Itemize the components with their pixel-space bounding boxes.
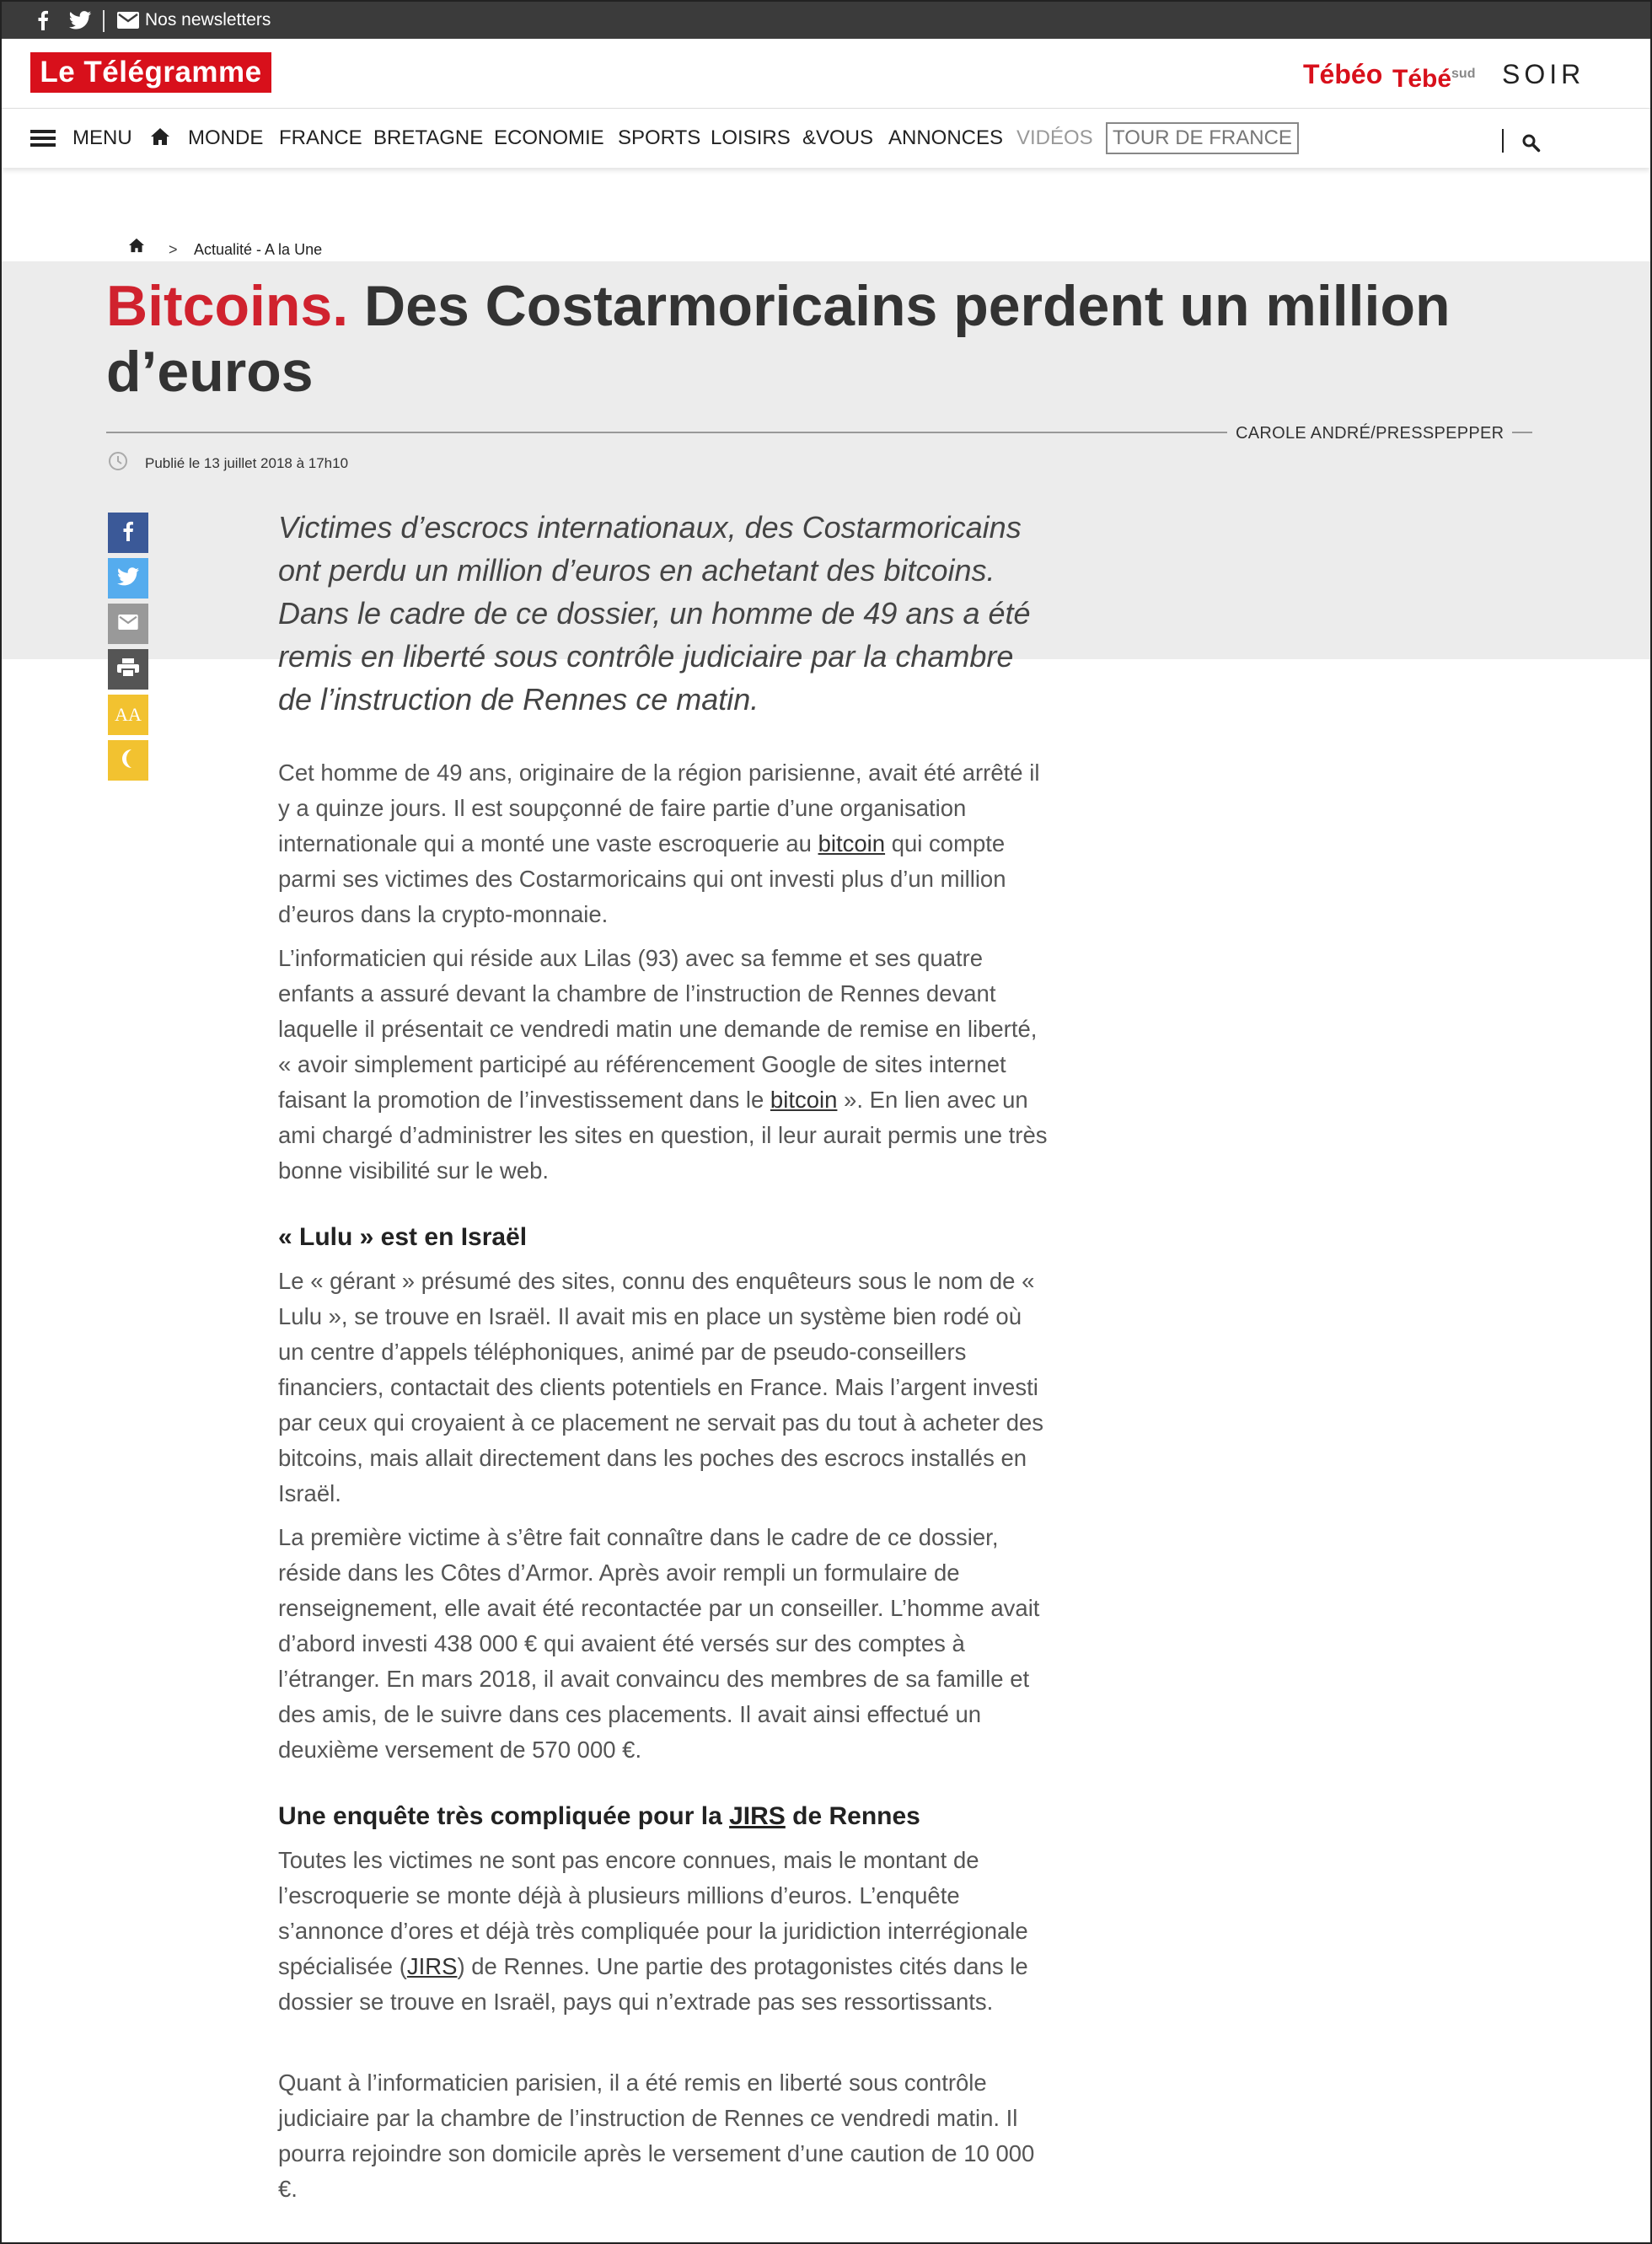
nav-item-economie[interactable]: ECONOMIE bbox=[494, 126, 604, 149]
bitcoin-link[interactable]: bitcoin bbox=[818, 830, 886, 856]
mail-icon[interactable] bbox=[116, 8, 140, 32]
share-facebook-button[interactable] bbox=[108, 513, 148, 553]
clock-icon bbox=[108, 451, 128, 475]
nav-item-loisirs[interactable]: LOISIRS bbox=[711, 126, 791, 149]
facebook-icon bbox=[122, 520, 134, 546]
nav-item-annonces[interactable]: ANNONCES bbox=[888, 126, 1004, 149]
breadcrumb-separator: > bbox=[169, 241, 178, 258]
night-mode-button[interactable] bbox=[108, 740, 148, 781]
jirs-link[interactable]: JIRS bbox=[729, 1802, 786, 1830]
topbar-divider bbox=[103, 10, 105, 32]
print-icon bbox=[117, 658, 139, 681]
article-title-text: Des Costarmoricains perdent un million d’euros bbox=[106, 274, 1451, 404]
site-header bbox=[2, 39, 1650, 109]
print-button[interactable] bbox=[108, 649, 148, 690]
tebeo-logo[interactable]: Tébéo bbox=[1303, 59, 1383, 89]
credit-rule bbox=[106, 432, 1227, 433]
twitter-icon bbox=[117, 567, 139, 590]
article-paragraph-2 bbox=[278, 941, 1054, 1189]
publish-date: Publié le 13 juillet 2018 à 17h10 bbox=[145, 455, 349, 471]
p5-text-b: ) de Rennes. Une partie des protagonistes cités dans le dossier se trouve en Israël, pays qui n’extrade pas ses ressortissants. bbox=[278, 1953, 1028, 2015]
twitter-icon[interactable] bbox=[67, 8, 93, 32]
search-icon[interactable] bbox=[1522, 134, 1541, 159]
soir-logo[interactable]: SOIR bbox=[1502, 59, 1585, 89]
nav-item-monde[interactable]: MONDE bbox=[188, 126, 264, 149]
article-paragraph-1 bbox=[278, 755, 1054, 932]
h2-text-a: Une enquête très compliquée pour la bbox=[278, 1802, 730, 1830]
moon-icon bbox=[118, 748, 138, 774]
tebesud-logo[interactable] bbox=[1392, 57, 1475, 96]
article-paragraph-3: Le « gérant » présumé des sites, connu des enquêteurs sous le nom de « Lulu », se trouve en Israël. Il avait mis en place un système bien rodé où un centre d’appels téléphoniques, animé par de pseudo-conseillers financiers, contactait des clients potentiels en France. Mais l’argent investi par ceux qui croyaient à ce placement ne servait pas du tout à acheter des bitcoins, mais allait directement dans les poches des escrocs installés en Israël. bbox=[278, 1268, 1044, 1506]
nav-menu[interactable]: MENU bbox=[72, 126, 132, 149]
nav-item-videos[interactable]: VIDÉOS bbox=[1016, 126, 1093, 149]
nav-item-sports[interactable]: SPORTS bbox=[618, 126, 701, 149]
p2-text-b: ». En lien avec un ami chargé d’administrer les sites en question, il leur aurait permis une très bonne visibilité sur le web. bbox=[278, 1087, 1048, 1184]
credit-rule-end bbox=[1512, 432, 1532, 433]
article-lead: Victimes d’escrocs internationaux, des Costarmoricains ont perdu un million d’euros en achetant des bitcoins. Dans le cadre de ce dossier, un homme de 49 ans a été remis en liberté sous contrôle judiciaire par la chambre de l’instruction de Rennes ce matin. bbox=[278, 510, 1031, 717]
p2-text-a: L’informaticien qui réside aux Lilas (93) avec sa femme et ses quatre enfants a assuré devant la chambre de l’instruction de Rennes devant laquelle il présentait ce vendredi matin une demande de remise en liberté, « avoir simplement participé au référencement Google de sites internet faisant la promotion de l’investissement dans le bbox=[278, 945, 1038, 1113]
jirs-link[interactable]: JIRS bbox=[406, 1953, 458, 1979]
article-kicker: Bitcoins. bbox=[106, 274, 349, 338]
share-twitter-button[interactable] bbox=[108, 558, 148, 599]
nav-item-vous[interactable]: &VOUS bbox=[802, 126, 874, 149]
top-bar bbox=[2, 2, 1650, 39]
p1-text-b: qui compte parmi ses victimes des Costarmoricains qui ont investi plus d’un million d’euros dans la crypto-monnaie. bbox=[278, 830, 1006, 927]
tebesud-logo-text: Tébé bbox=[1392, 65, 1452, 93]
home-icon[interactable] bbox=[150, 127, 170, 153]
p1-text-a: Cet homme de 49 ans, originaire de la région parisienne, avait été arrêté il y a quinze jours. Il est soupçonné de faire partie d’une organisation internationale qui a monté une vaste escroquerie au bbox=[278, 760, 1040, 856]
article-paragraph-5 bbox=[278, 1843, 1054, 2020]
nav-item-bretagne[interactable]: BRETAGNE bbox=[373, 126, 484, 149]
font-size-icon: AA bbox=[115, 704, 142, 725]
h2-text-b: de Rennes bbox=[785, 1802, 920, 1830]
newsletters-link[interactable]: Nos newsletters bbox=[145, 10, 271, 30]
article-paragraph-6: Quant à l’informaticien parisien, il a été remis en liberté sous contrôle judiciaire par la chambre de l’instruction de Rennes ce vendredi matin. Il pourra rejoindre son domicile après le versement d’une caution de 10 000 €. bbox=[278, 2070, 1035, 2202]
breadcrumb-home-icon[interactable] bbox=[128, 238, 145, 257]
bitcoin-link[interactable]: bitcoin bbox=[770, 1087, 838, 1113]
article-paragraph-4: La première victime à s’être fait connaître dans le cadre de ce dossier, réside dans les Côtes d’Armor. Après avoir rempli un formulaire de renseignement, elle avait été recontactée par un conseiller. L’homme avait d’abord investi 438 000 € qui avaient été versés sur des comptes à l’étranger. En mars 2018, il avait convaincu des membres de sa famille et des amis, de le suivre dans ces placements. Il avait ainsi effectué un deuxième versement de 570 000 €. bbox=[278, 1524, 1040, 1763]
photo-credit: CAROLE ANDRÉ/PRESSPEPPER bbox=[1236, 424, 1504, 443]
nav-divider bbox=[1502, 129, 1504, 153]
article-subheading-1: « Lulu » est en Israël bbox=[278, 1223, 528, 1251]
breadcrumb-section[interactable]: Actualité - A la Une bbox=[194, 241, 323, 258]
site-logo[interactable]: Le Télégramme bbox=[30, 52, 271, 93]
tebesud-logo-sup: sud bbox=[1451, 67, 1476, 81]
mail-icon bbox=[117, 615, 139, 634]
nav-item-tour-de-france[interactable]: TOUR DE FRANCE bbox=[1106, 122, 1299, 154]
font-size-button[interactable] bbox=[108, 695, 148, 735]
share-email-button[interactable] bbox=[108, 604, 148, 644]
facebook-icon[interactable] bbox=[34, 8, 52, 32]
nav-item-france[interactable]: FRANCE bbox=[279, 126, 362, 149]
main-nav bbox=[2, 109, 1650, 168]
article-title bbox=[106, 273, 1573, 405]
hamburger-icon[interactable] bbox=[30, 130, 56, 147]
p5-text-a: Toutes les victimes ne sont pas encore connues, mais le montant de l’escroquerie se monte déjà à plusieurs millions d’euros. L’enquête s’annonce d’ores et déjà très compliquée pour la juridiction interrégionale spécialisée ( bbox=[278, 1847, 1028, 1979]
article-subheading-2 bbox=[278, 1800, 1054, 1833]
